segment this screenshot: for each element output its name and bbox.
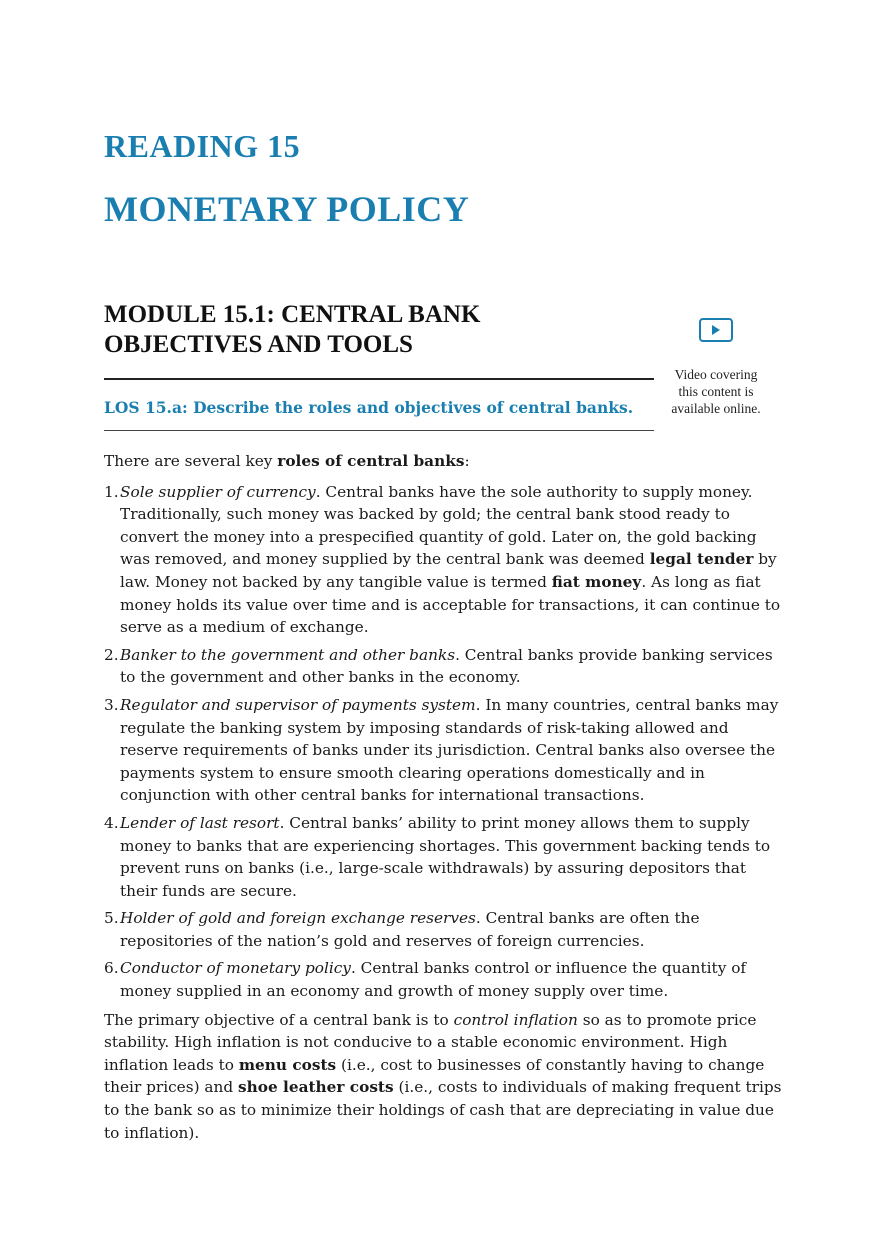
role-text: . In many countries, central banks may regulate the banking system by imposing standards of risk-taking allowed and reserve requirements of banks under its jurisdiction. Central banks also oversee the payments system to ensure smooth clearing operations domestically and in conjunction with other central banks for international transactions.: [120, 695, 779, 805]
role-title: Banker to the government and other banks: [120, 645, 456, 664]
role-text: . As long as fiat money holds its value over time and is acceptable for transactions, it can continue to serve as a medium of exchange.: [120, 572, 781, 637]
role-title: Lender of last resort: [120, 813, 280, 832]
closing-text: (i.e., costs to individuals of making frequent trips to the bank so as to minimize their holdings of cash that are depreciating in value due to inflation).: [104, 1078, 782, 1142]
closing-text: (i.e., cost to businesses of constantly having to change their prices) and: [104, 1055, 765, 1097]
list-number: 1.: [104, 482, 119, 501]
list-item: [104, 644, 784, 689]
list-number: 2.: [104, 645, 119, 664]
divider-bottom: [104, 430, 654, 431]
video-caption-line: this content is: [678, 384, 754, 399]
list-number: 5.: [104, 909, 119, 928]
role-text: . Central banks provide banking services to the government and other banks in the economy.: [120, 645, 773, 687]
list-item: [104, 812, 784, 902]
role-text: . Central banks control or influence the quantity of money supplied in an economy and growth of money supply over time.: [120, 959, 747, 1001]
intro-text: There are several key: [104, 452, 278, 470]
key-term: shoe leather costs: [238, 1078, 394, 1097]
closing-text: The primary objective of a central bank is to: [104, 1010, 454, 1029]
role-text: by law. Money not backed by any tangible value is termed: [120, 550, 777, 591]
intro-paragraph: [104, 450, 784, 473]
reading-title: MONETARY POLICY: [104, 189, 470, 229]
list-item: [104, 907, 784, 952]
roles-list: [104, 481, 784, 1003]
key-term: fiat money: [551, 572, 642, 591]
list-item: [104, 481, 784, 639]
list-item: [104, 957, 784, 1002]
reading-label: READING 15: [104, 128, 301, 164]
key-term: legal tender: [649, 550, 754, 569]
role-text: . Central banks have the sole authority to supply money. Traditionally, such money was backed by gold; the central bank stood ready to convert the money into a prespecified quantity of gold. Later on, the gold backing was removed, and money supplied by the central bank was deemed: [120, 482, 757, 569]
list-item: [104, 694, 784, 807]
list-number: 6.: [104, 959, 119, 978]
body-content: [104, 450, 784, 1144]
list-number: 4.: [104, 813, 119, 832]
key-term: menu costs: [238, 1055, 337, 1074]
closing-text: so as to promote price stability. High inflation is not conducive to a stable economic environment. High inflation leads to: [104, 1010, 757, 1074]
divider-top: [104, 378, 654, 380]
role-title: Regulator and supervisor of payments system: [120, 695, 476, 714]
role-title: Conductor of monetary policy: [120, 959, 351, 978]
emphasis: control inflation: [453, 1010, 578, 1029]
role-text: . Central banks are often the repositories of the nation’s gold and reserves of foreign currencies.: [120, 909, 700, 950]
intro-term: roles of central banks: [277, 452, 465, 470]
video-caption: [660, 366, 772, 417]
los-statement: LOS 15.a: Describe the roles and objectives of central banks.: [104, 398, 634, 417]
role-title: Sole supplier of currency: [120, 482, 316, 501]
list-number: 3.: [104, 695, 119, 714]
closing-paragraph: [104, 1009, 784, 1145]
intro-colon: :: [464, 452, 470, 470]
video-caption-line: available online.: [671, 401, 761, 416]
play-icon[interactable]: [699, 318, 733, 342]
video-callout: [660, 318, 772, 417]
video-caption-line: Video covering: [674, 367, 758, 382]
role-title: Holder of gold and foreign exchange reserves: [120, 909, 476, 928]
module-title: MODULE 15.1: CENTRAL BANK OBJECTIVES AND TOOLS: [104, 301, 481, 358]
role-text: . Central banks’ ability to print money allows them to supply money to banks that are experiencing shortages. This government backing tends to prevent runs on banks (i.e., large-scale withdrawals) by assuring depositors that their funds are secure.: [120, 813, 771, 900]
